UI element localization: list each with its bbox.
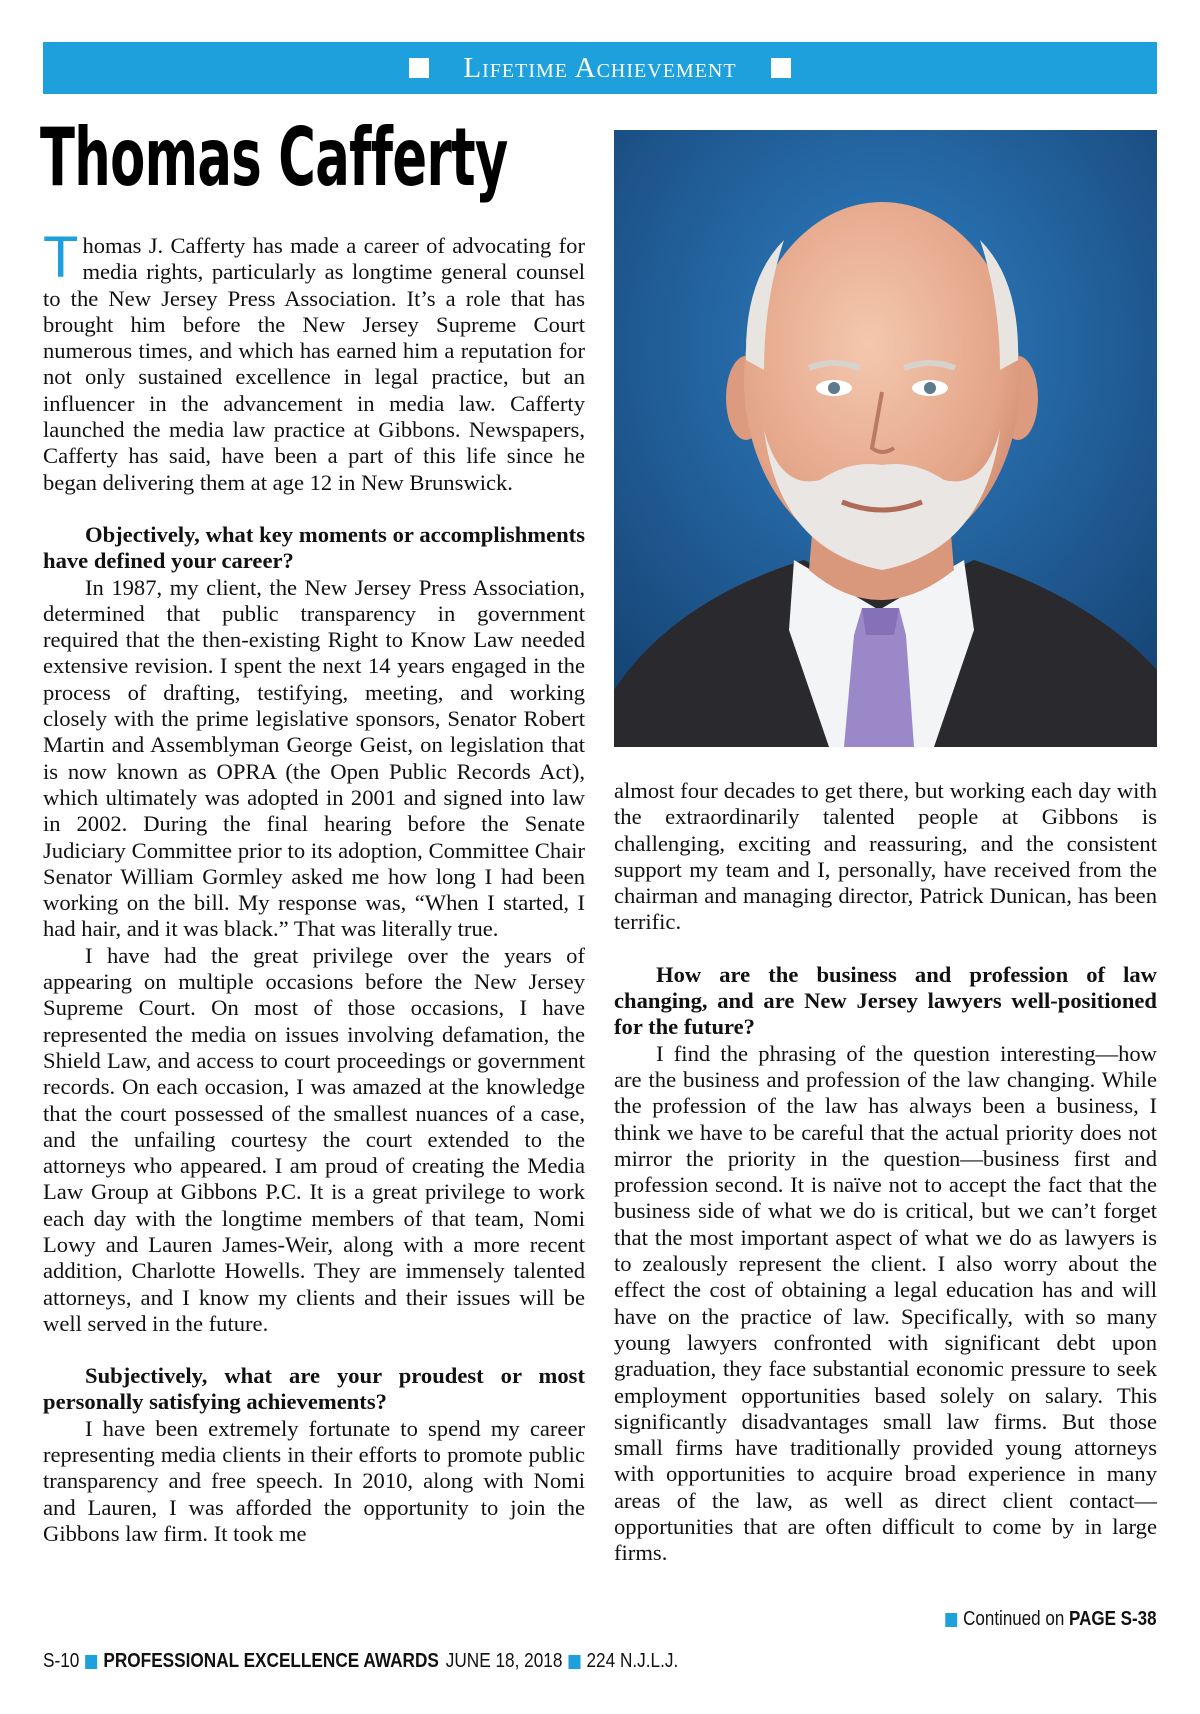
footer-date: JUNE 18, 2018 xyxy=(445,1650,563,1672)
continued-notice xyxy=(940,1608,1157,1631)
answer-3-paragraph-1: I find the phrasing of the question interesting—how are the business and profession of the law changing. While the profession of the law has always been a business, I think we have to be careful that the actual priority does not mirror the priority in the question—business first and profession second. It is naïve not to accept the fact that the business side of what we do is critical, but we can’t forget that the most important aspect of what we do as lawyers is to zealously represent the client. I also worry about the effect the cost of obtaining a legal education has and will have on the practice of law. Specifically, with so many young lawyers confronted with significant debt upon graduation, they face substantial economic pressure to seek employment opportunities based solely on salary. This significantly disadvantages small law firms. But those small firms have traditionally provided young attorneys with opportunities to acquire broad experience in many areas of the law, as well as direct client contact—opportunities that are often difficult to come by in large firms. xyxy=(614,1040,1157,1566)
footer-page-number: S-10 xyxy=(43,1650,80,1672)
footer-issue: 224 N.J.L.J. xyxy=(586,1650,679,1672)
intro-text: homas J. Cafferty has made a career of advocating for media rights, particularly as longtime general counsel to the New Jersey Press Association. It’s a role that has brought him before the New Jersey Supreme Court numerous times, and which has earned him a reputation for not only sustained excellence in legal practice, but an influencer in the advancement in media law. Cafferty launched the media law practice at Gibbons. Newspapers, Cafferty has said, have been a part of this life since he began delivering them at age 12 in New Brunswick. xyxy=(43,233,585,495)
portrait-photo xyxy=(614,130,1157,747)
column-left xyxy=(43,225,585,1547)
banner-square-left xyxy=(409,58,429,78)
question-2: Subjectively, what are your proudest or most personally satisfying achievements? xyxy=(43,1363,585,1415)
footer-square-icon-1 xyxy=(85,1655,97,1669)
intro-paragraph xyxy=(43,225,585,496)
answer-1-paragraph-2: I have had the great privilege over the years of appearing on multiple occasions before the New Jersey Supreme Court. On most of those occasions, I have represented the media on issues involving defamation, the Shield Law, and access to court proceedings or government records. On each occasion, I was amazed at the knowledge that the court possessed of the smallest nuances of a case, and the unfailing courtesy the court extended to the attorneys who appeared. I am proud of creating the Media Law Group at Gibbons P.C. It is a great privilege to work each day with the longtime members of that team, Nomi Lowy and Lauren James-Weir, along with a more recent addition, Charlotte Howells. They are immensely talented attorneys, and I know my clients and their issues will be well served in the future. xyxy=(43,942,585,1336)
article-title: Thomas Cafferty xyxy=(40,111,508,204)
question-1: Objectively, what key moments or accomplishments have defined your career? xyxy=(43,521,585,574)
continued-page: PAGE S-38 xyxy=(1069,1608,1157,1630)
drop-cap: T xyxy=(43,225,79,290)
column-right xyxy=(614,778,1157,1567)
answer-2-continued: almost four decades to get there, but working each day with the extraordinarily talented people at Gibbons is challenging, exciting and reassuring, and the consistent support my team and I, personally, have received from the chairman and managing director, Patrick Dunican, has been terrific. xyxy=(614,778,1157,935)
section-banner xyxy=(43,42,1157,94)
continued-square-icon xyxy=(946,1613,958,1627)
footer-square-icon-2 xyxy=(568,1655,580,1669)
answer-1-paragraph-1: In 1987, my client, the New Jersey Press Association, determined that public transparency in government required that the then-existing Right to Know Law needed extensive revision. I spent the next 14 years engaged in the process of drafting, testifying, meeting, and working closely with the prime legislative sponsors, Senator Robert Martin and Assemblyman George Geist, on legislation that is now known as OPRA (the Open Public Records Act), which ultimately was adopted in 2001 and signed into law in 2002. During the final hearing before the Senate Judiciary Committee prior to its adoption, Committee Chair Senator William Gormley asked me how long I had been working on the bill. My response was, “When I started, I had hair, and it was black.” That was literally true. xyxy=(43,574,585,942)
continued-prefix: Continued on xyxy=(963,1608,1065,1630)
footer-section: PROFESSIONAL EXCELLENCE AWARDS xyxy=(103,1650,439,1672)
banner-square-right xyxy=(771,58,791,78)
answer-2-paragraph-1: I have been extremely fortunate to spend my career representing media clients in their efforts to promote public transparency and free speech. In 2010, along with Nomi and Lauren, I was afforded the opportunity to join the Gibbons law firm. It took me xyxy=(43,1415,585,1546)
question-3: How are the business and profession of law changing, and are New Jersey lawyers well-positioned for the future? xyxy=(614,961,1157,1040)
banner-label: Lifetime Achievement xyxy=(463,51,737,84)
page-footer xyxy=(43,1650,678,1673)
